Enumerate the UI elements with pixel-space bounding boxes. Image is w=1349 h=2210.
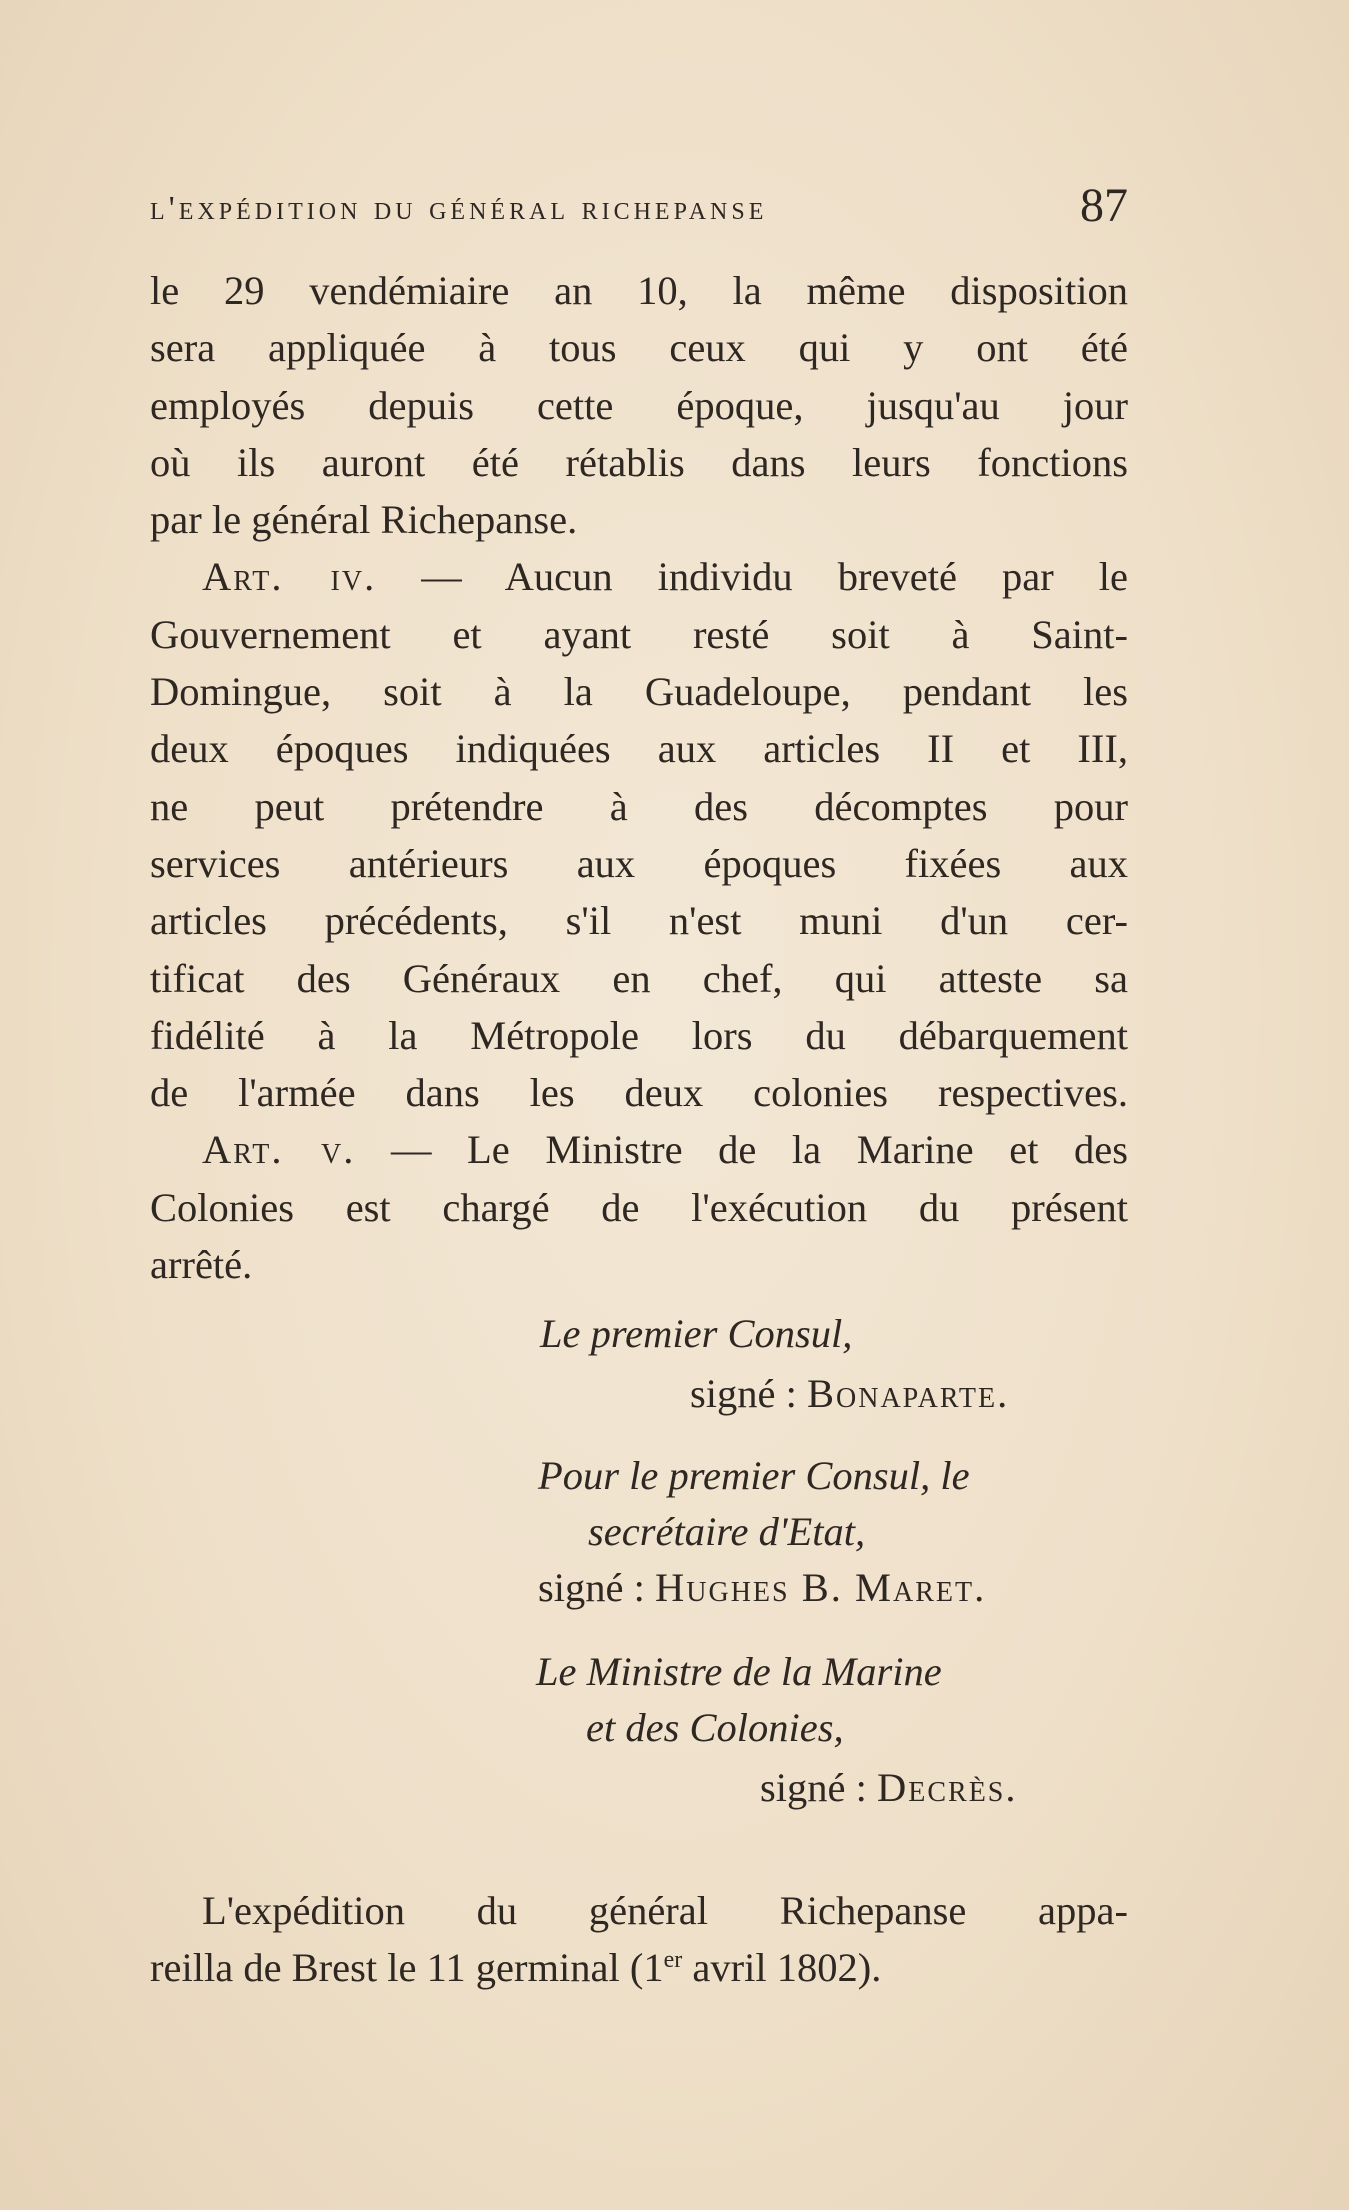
article-label: Art. v. [202, 1127, 356, 1173]
text-fragment: reilla de Brest le 11 germinal (1 [150, 1945, 664, 1991]
text-line: deux époques indiquées aux articles II et III, [150, 726, 1128, 772]
text-line: par le général Richepanse. [150, 497, 578, 543]
signature-signed-line [538, 1564, 986, 1611]
signature-title: et des Colonies, [586, 1705, 844, 1750]
text-line: de l'armée dans les deux colonies respectives. [150, 1070, 1128, 1116]
signature-signed-line [690, 1370, 1009, 1417]
text-line: Colonies est chargé de l'exécution du présent [150, 1184, 1128, 1230]
text-line: services antérieurs aux époques fixées aux [150, 840, 1128, 886]
page-number: 87 [1080, 179, 1128, 232]
text-line: fidélité à la Métropole lors du débarquement [150, 1012, 1128, 1058]
text-fragment: — Aucun individu breveté par le [421, 554, 1129, 600]
text-line: tificat des Généraux en chef, qui atteste sa [150, 955, 1128, 1001]
text-line: sera appliquée à tous ceux qui y ont été [150, 325, 1128, 371]
page-header [150, 178, 1128, 238]
superscript: er [663, 1947, 683, 1974]
text-line: Domingue, soit à la Guadeloupe, pendant les [150, 669, 1128, 715]
text-line: arrêté. [150, 1242, 253, 1288]
text-line: ne peut prétendre à des décomptes pour [150, 783, 1128, 829]
signature-signed-line [760, 1764, 1018, 1811]
running-title: l'expédition du général richepanse [150, 190, 768, 227]
closing-paragraph [150, 1882, 1128, 1997]
article-iv-first-line [150, 548, 1128, 605]
text-line: Gouvernement et ayant resté soit à Saint- [150, 611, 1128, 657]
article-v-first-line [150, 1121, 1128, 1178]
text-fragment: — Le Ministre de la Marine et des [390, 1127, 1129, 1173]
text-line: le 29 vendémiaire an 10, la même disposition [150, 268, 1128, 313]
signed-prefix: signé : [760, 1765, 867, 1810]
signatory-name: Bonaparte. [807, 1371, 1010, 1416]
text-line: L'expédition du général Richepanse appa- [202, 1888, 1128, 1933]
signed-prefix: signé : [538, 1565, 645, 1610]
text-line: où ils auront été rétablis dans leurs fonctions [150, 439, 1128, 485]
signature-title: Le premier Consul, [540, 1311, 853, 1356]
article-label: Art. iv. [202, 554, 377, 600]
text-line: articles précédents, s'il n'est muni d'un cer- [150, 898, 1128, 944]
main-text [150, 262, 1128, 1293]
signed-prefix: signé : [690, 1371, 797, 1416]
signature-title: Pour le premier Consul, le [538, 1453, 970, 1498]
text-line: employés depuis cette époque, jusqu'au jour [150, 382, 1128, 428]
signature-title: secrétaire d'Etat, [588, 1509, 866, 1554]
text-line [150, 1939, 1128, 1996]
signatory-name: Decrès. [877, 1765, 1018, 1810]
text-fragment: avril 1802). [682, 1945, 882, 1991]
signatory-name: Hughes B. Maret. [655, 1565, 987, 1610]
signature-title: Le Ministre de la Marine [536, 1649, 942, 1694]
